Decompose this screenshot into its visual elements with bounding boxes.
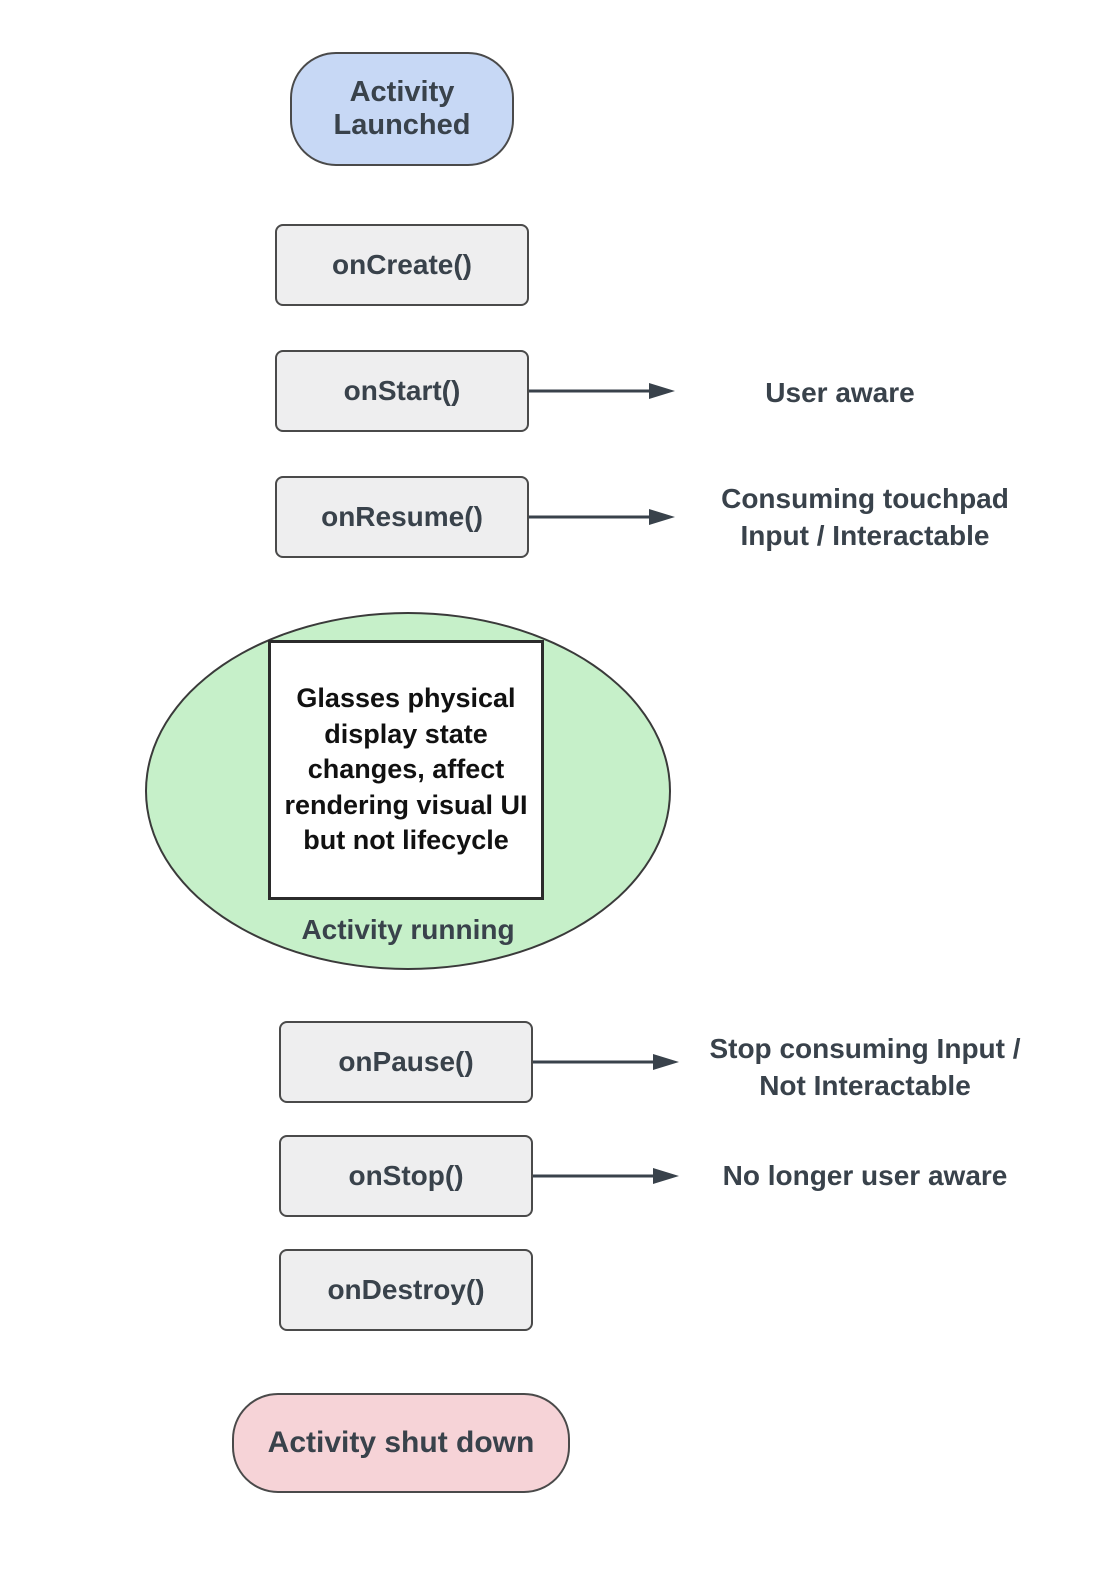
node-onstart [275,350,529,432]
node-onstop-label: onStop() [348,1159,464,1191]
annotation-consuming-input [690,480,1040,554]
annotation-stop-consuming [690,1030,1040,1104]
note-display-state-text: Glasses physical display state changes, affect rendering visual UI but not lifecycle [284,682,528,856]
node-oncreate [275,224,529,306]
annotation-user-aware-text: User aware [765,377,915,408]
node-ondestroy-label: onDestroy() [327,1273,485,1305]
node-oncreate-label: onCreate() [331,248,472,280]
annotation-stop-consuming-text: Stop consuming Input / Not Interactable [709,1033,1021,1102]
node-onpause-label: onPause() [338,1045,474,1077]
node-onstart-label: onStart() [343,374,461,406]
node-activity-shut-down [232,1393,570,1493]
arrow-onstart-to-user-aware [529,381,679,401]
annotation-no-longer-aware [690,1157,1040,1194]
node-onresume [275,476,529,558]
annotation-no-longer-aware-text: No longer user aware [722,1160,1008,1191]
node-onstop [279,1135,533,1217]
node-activity-running-label: Activity running [301,914,515,945]
node-ondestroy [279,1249,533,1331]
annotation-user-aware [700,374,980,411]
note-display-state [268,640,544,900]
arrow-onpause-to-stop-consuming [533,1052,683,1072]
node-activity-shut-down-label: Activity shut down [267,1425,535,1459]
arrow-onresume-to-consuming-input [529,507,679,527]
node-onpause [279,1021,533,1103]
node-activity-launched [290,52,514,166]
node-onresume-label: onResume() [321,500,483,532]
node-activity-launched-label: Activity Launched [333,75,471,141]
annotation-consuming-input-text: Consuming touchpad Input / Interactable [721,483,1009,552]
arrow-onstop-to-no-longer-aware [533,1166,683,1186]
